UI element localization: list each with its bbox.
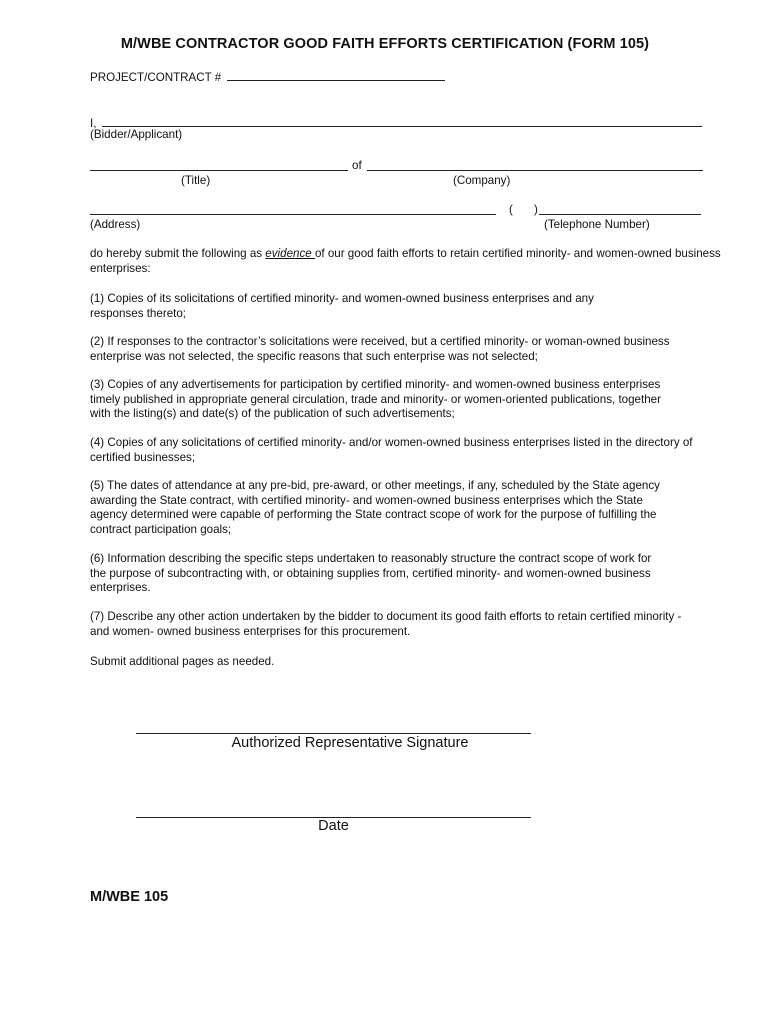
intro-paragraph (90, 247, 730, 276)
intro-emphasis: evidence (265, 247, 315, 260)
form-title: M/WBE CONTRACTOR GOOD FAITH EFFORTS CERTIFICATION (FORM 105) (120, 36, 650, 52)
title-field[interactable] (90, 159, 348, 171)
date-label: Date (318, 818, 349, 834)
item-5: (5) The dates of attendance at any pre-bid, pre-award, or other meetings, if any, scheduled by the State agency awarding the State contract, with certified minority- and women-owned business enterprises which the State agency determined were capable of performing the State contract scope of work for the purpose of fulfilling the contract participation goals; (90, 479, 660, 536)
company-label: (Company) (453, 174, 511, 187)
area-code-field[interactable] (516, 203, 534, 214)
project-contract-label: PROJECT/CONTRACT # (90, 71, 222, 84)
area-code-open-paren: ( (509, 203, 513, 216)
item-6: (6) Information describing the specific steps undertaken to reasonably structure the contract scope of work for the purpose of subcontracting with, or obtaining supplies from, certified minority- and women-owned business enterprises. (90, 552, 652, 594)
signature-line[interactable] (136, 733, 531, 734)
item-2: (2) If responses to the contractor’s solicitations were received, but a certified minority- or woman-owned business enterprise was not selected, the specific reasons that such enterprise was not selected; (90, 335, 670, 363)
item-4: (4) Copies of any solicitations of certified minority- and/or women-owned business enterprises listed in the directory of certified businesses; (90, 436, 693, 464)
bidder-label: (Bidder/Applicant) (90, 128, 183, 141)
intro-text-after: of our good faith efforts to retain certified minority- and women-owned business enterprises: (90, 247, 721, 275)
telephone-label: (Telephone Number) (544, 218, 650, 231)
signature-label: Authorized Representative Signature (231, 735, 469, 751)
area-code-close-paren: ) (534, 203, 538, 216)
bidder-prefix: I, (90, 117, 97, 130)
bidder-name-field[interactable] (102, 115, 702, 127)
telephone-field[interactable] (539, 203, 701, 215)
company-field[interactable] (367, 159, 703, 171)
title-label: (Title) (181, 174, 211, 187)
intro-text-before: do hereby submit the following as (90, 247, 266, 260)
submit-note: Submit additional pages as needed. (90, 655, 275, 668)
address-label: (Address) (90, 218, 141, 231)
item-7: (7) Describe any other action undertaken by the bidder to document its good faith efforts to retain certified minority - and women- owned business enterprises for this procurement. (90, 610, 682, 638)
item-1: (1) Copies of its solicitations of certified minority- and women-owned business enterprises and any responses thereto; (90, 292, 594, 320)
project-contract-field[interactable] (227, 69, 445, 81)
form-code: M/WBE 105 (90, 889, 169, 905)
address-field[interactable] (90, 203, 496, 215)
project-contract-row (90, 69, 445, 84)
of-text: of (352, 159, 362, 172)
item-3: (3) Copies of any advertisements for participation by certified minority- and women-owned business enterprises timely published in appropriate general circulation, trade and minority- or women-oriented publications, together with the listing(s) and date(s) of the publication of such advertisements; (90, 378, 661, 420)
